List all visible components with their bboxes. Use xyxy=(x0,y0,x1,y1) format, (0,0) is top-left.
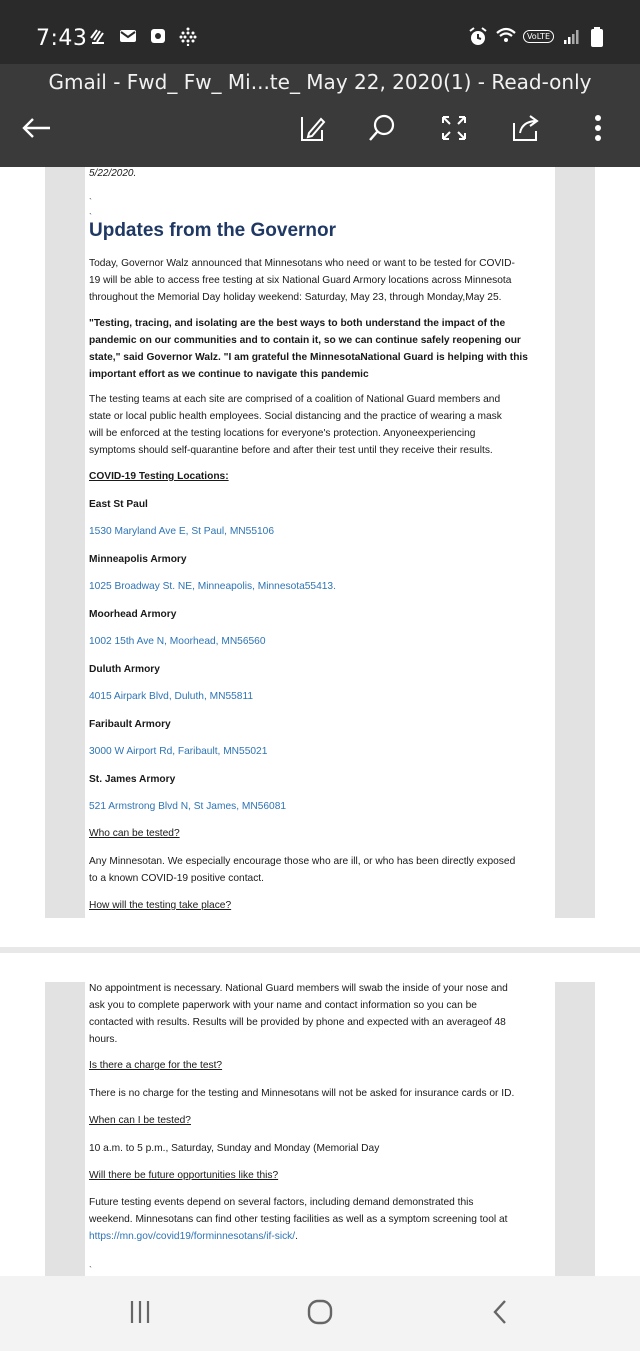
page-heading: Updates from the Governor xyxy=(89,220,337,241)
date-line: 5/22/2020. xyxy=(89,168,137,179)
quote-paragraph: "Testing, tracing, and isolating are the best ways to both understand the impact of the pandemic on our communities and to contain it, so we can continue safely reopening our state," said Governor Walz. "I am grateful the MinnesotaNational Guard is helping with this important effort as we continue to navigate this pandemic xyxy=(89,318,528,380)
back-arrow-icon xyxy=(20,116,52,145)
battery-icon xyxy=(590,26,610,46)
back-button[interactable] xyxy=(16,110,56,150)
page-divider xyxy=(0,947,640,953)
who-paragraph: Any Minnesotan. We especially encourage those who are ill, or who has been directly exposed to a known COVID-19 positive contact. xyxy=(89,856,516,884)
location-name: St. James Armory xyxy=(89,774,176,785)
location-address-link[interactable]: 1002 15th Ave N, Moorhead, MN56560 xyxy=(89,636,266,647)
wifi-icon xyxy=(495,26,515,46)
status-bar xyxy=(0,0,640,64)
tick-mark: ` xyxy=(89,1265,92,1275)
dots-grid-icon xyxy=(178,26,198,46)
how-heading: How will the testing take place? xyxy=(89,900,232,911)
location-address-link[interactable]: 3000 W Airport Rd, Faribault, MN55021 xyxy=(89,746,268,757)
back-nav-button[interactable] xyxy=(478,1294,522,1334)
location-name: East St Paul xyxy=(89,499,148,510)
recents-button[interactable] xyxy=(118,1294,162,1334)
app-bar xyxy=(0,64,640,167)
future-paragraph: Future testing events depend on several factors, including demand demonstrated this weekend. Minnesotans can find other testing facilities as well as a symptom screening tool at https://mn.gov/covid19/forminnesotans/if-sick/. xyxy=(89,1197,508,1242)
document-page-2 xyxy=(45,982,595,1276)
document-page-1 xyxy=(45,167,595,918)
when-paragraph: 10 a.m. to 5 p.m., Saturday, Sunday and Monday (Memorial Day xyxy=(89,1143,380,1154)
clock: 7:43 xyxy=(36,26,88,51)
location-name: Moorhead Armory xyxy=(89,609,177,620)
system-nav-bar xyxy=(0,1276,640,1351)
fullscreen-button[interactable] xyxy=(434,110,474,150)
alarm-icon xyxy=(467,26,487,46)
share-icon xyxy=(510,113,542,148)
document-viewer[interactable] xyxy=(0,167,640,1276)
more-options-button[interactable] xyxy=(578,110,618,150)
hand-icon xyxy=(88,26,108,46)
recents-icon xyxy=(127,1299,153,1330)
location-address-link[interactable]: 4015 Airpark Blvd, Duluth, MN55811 xyxy=(89,691,254,702)
charge-heading: Is there a charge for the test? xyxy=(89,1060,223,1071)
media-icon xyxy=(148,26,168,46)
signal-icon xyxy=(562,26,582,46)
document-title: Gmail - Fwd_ Fw_ Mi...te_ May 22, 2020(1) - Read-only xyxy=(48,70,592,94)
share-button[interactable] xyxy=(506,110,546,150)
back-icon xyxy=(491,1298,509,1331)
mail-icon xyxy=(118,26,138,46)
charge-paragraph: There is no charge for the testing and Minnesotans will not be asked for insurance cards or ID. xyxy=(89,1088,515,1099)
edit-button[interactable] xyxy=(292,110,332,150)
edit-icon xyxy=(297,113,327,148)
home-icon xyxy=(306,1298,334,1331)
tick-mark: ` xyxy=(89,197,92,207)
location-name: Duluth Armory xyxy=(89,664,160,675)
how-paragraph: No appointment is necessary. National Guard members will swab the inside of your nose and ask you to complete paperwork with your name and contact information so you can be contacted with results. Results will be provided by phone and expected with an averageof 48 hours. xyxy=(89,983,508,1045)
location-address-link[interactable]: 1530 Maryland Ave E, St Paul, MN55106 xyxy=(89,526,274,537)
who-heading: Who can be tested? xyxy=(89,828,180,839)
tick-mark: ` xyxy=(89,212,92,222)
location-address-link[interactable]: 1025 Broadway St. NE, Minneapolis, Minnesota55413. xyxy=(89,581,336,592)
search-button[interactable] xyxy=(362,110,402,150)
volte-icon: VoLTE xyxy=(523,30,554,43)
fullscreen-icon xyxy=(440,114,468,147)
when-heading: When can I be tested? xyxy=(89,1115,191,1126)
intro-paragraph: Today, Governor Walz announced that Minnesotans who need or want to be tested for COVID- 19 will be able to access free testing at six National Guard Armory locations across Minnesota throughout the Memorial Day holiday weekend: Saturday, May 23, through Monday,May 25. xyxy=(89,258,515,303)
more-icon xyxy=(594,114,602,147)
home-button[interactable] xyxy=(298,1294,342,1334)
search-icon xyxy=(367,113,397,148)
teams-paragraph: The testing teams at each site are comprised of a coalition of National Guard members and state or local public health employees. Social distancing and the practice of wearing a mask will be enforced at the testing locations for everyone's protection. Anyoneexperiencing symptoms should self-quarantine before and after their test until they receive their results. xyxy=(89,394,502,456)
location-address-link[interactable]: 521 Armstrong Blvd N, St James, MN56081 xyxy=(89,801,287,812)
mn-covid-link[interactable]: https://mn.gov/covid19/forminnesotans/if-sick/ xyxy=(89,1231,296,1242)
location-name: Faribault Armory xyxy=(89,719,171,730)
locations-heading: COVID-19 Testing Locations: xyxy=(89,471,229,482)
location-name: Minneapolis Armory xyxy=(89,554,187,565)
future-heading: Will there be future opportunities like this? xyxy=(89,1170,279,1181)
